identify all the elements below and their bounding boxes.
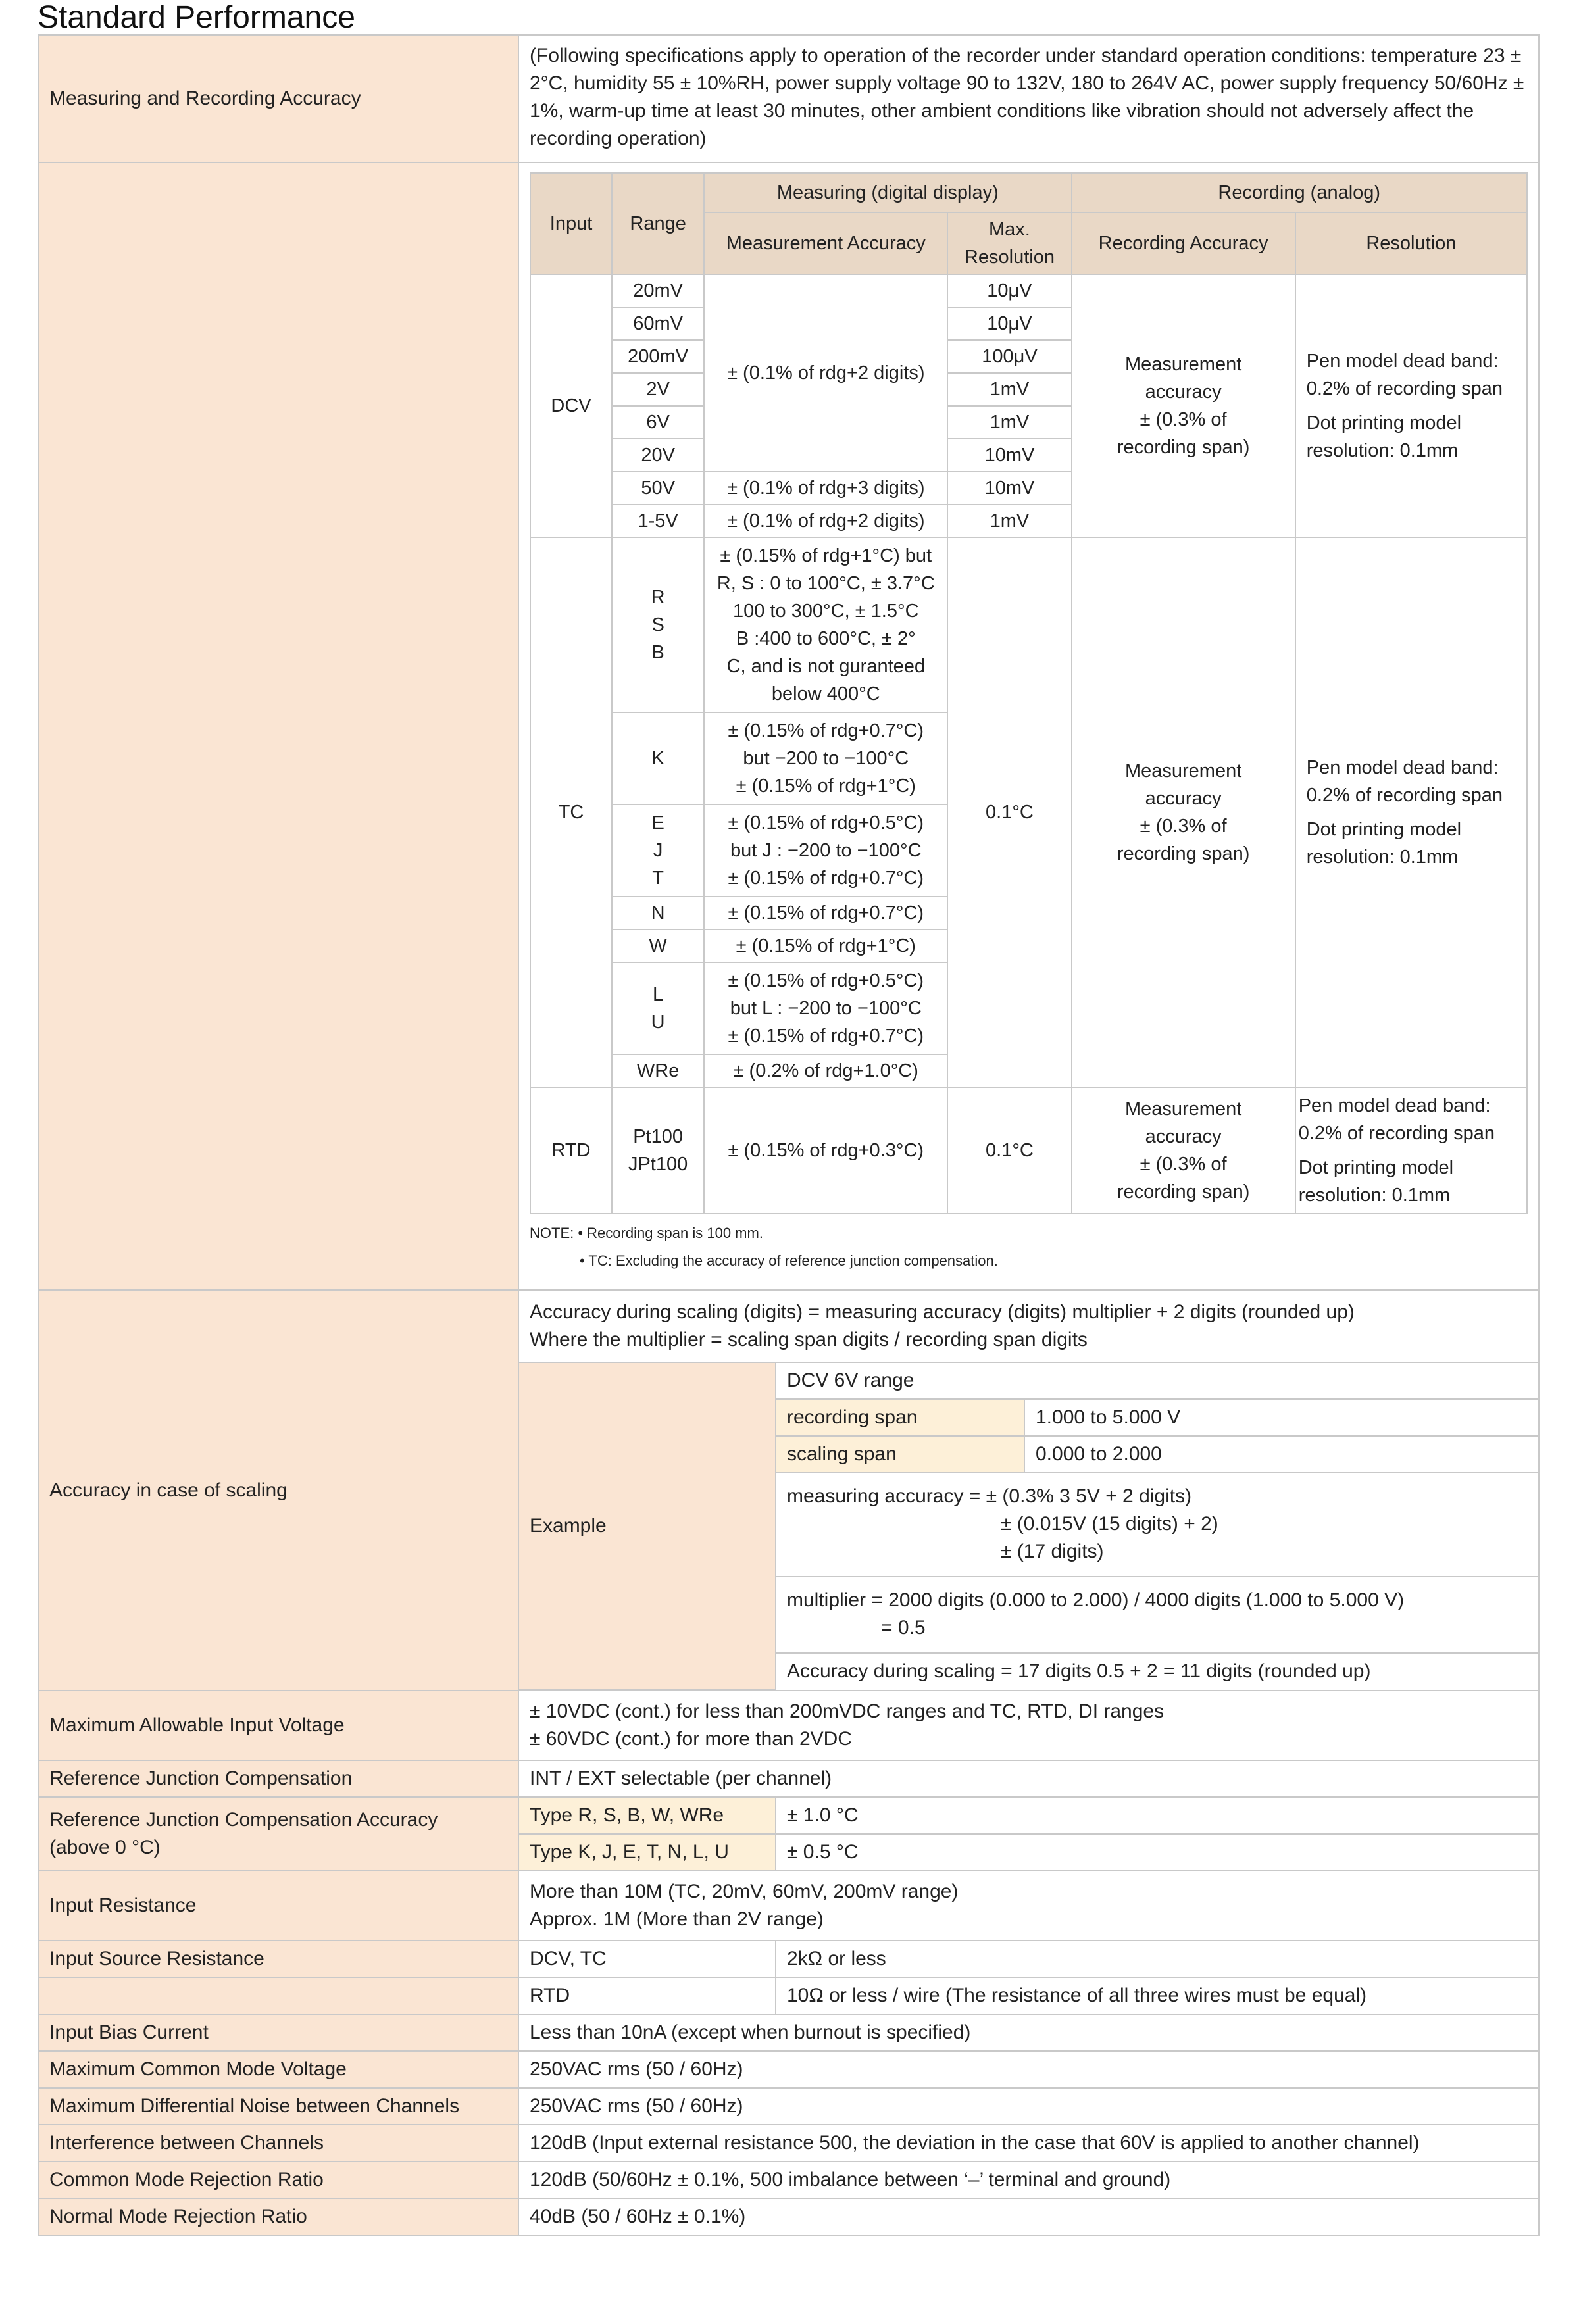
range-cell: 2V <box>612 373 704 406</box>
value-cmrr: 120dB (50/60Hz ± 0.1%, 500 imbalance between ‘–’ terminal and ground) <box>518 2162 1539 2198</box>
range-cell: 1-5V <box>612 505 704 537</box>
page-title: Standard Performance <box>38 0 355 35</box>
row-cmrr <box>38 2162 1539 2198</box>
resolution-cell: 1mV <box>947 406 1071 439</box>
recording-span-value: 1.000 to 5.000 V <box>1024 1399 1538 1436</box>
label-max-input-voltage: Maximum Allowable Input Voltage <box>38 1691 518 1760</box>
range-n: N <box>612 897 704 929</box>
row-rjc-accuracy <box>38 1797 1539 1871</box>
scaling-formula: Accuracy during scaling (digits) = measuring accuracy (digits) multiplier + 2 digits (rounded up) Where the multiplier = scaling span digits / recording span digits <box>519 1291 1538 1362</box>
rtd-resolution: 0.1°C <box>947 1087 1071 1214</box>
scaling-table <box>519 1291 1538 1690</box>
rjc-type-1: Type R, S, B, W, WRe <box>519 1798 776 1834</box>
range-cell: 20V <box>612 439 704 472</box>
dcv-row <box>530 274 1527 307</box>
label-input-resistance: Input Resistance <box>38 1871 518 1941</box>
row-nmrr <box>38 2198 1539 2235</box>
row-rjc <box>38 1760 1539 1797</box>
header-measurement-accuracy: Measurement Accuracy <box>704 212 947 274</box>
label-input-source-resistance: Input Source Resistance <box>38 1941 518 1977</box>
rjc-value-2: ± 0.5 °C <box>776 1834 1538 1870</box>
range-cell: 60mV <box>612 307 704 340</box>
range-rtd: Pt100 JPt100 <box>612 1087 704 1214</box>
header-input: Input <box>530 173 612 274</box>
dcv-recording-accuracy: Measurement accuracy ± (0.3% of recording span) <box>1072 274 1295 537</box>
resolution-cell: 10μV <box>947 307 1071 340</box>
rjc-type-2: Type K, J, E, T, N, L, U <box>519 1834 776 1870</box>
header-max-resolution: Max. Resolution <box>947 212 1071 274</box>
resolution-cell: 1mV <box>947 505 1071 537</box>
range-cell: 6V <box>612 406 704 439</box>
isr-value-1: 2kΩ or less <box>776 1941 1538 1977</box>
input-tc: TC <box>530 537 612 1087</box>
resolution-cell: 10mV <box>947 439 1071 472</box>
recording-span-label: recording span <box>776 1399 1024 1436</box>
label-max-common-mode-voltage: Maximum Common Mode Voltage <box>38 2051 518 2088</box>
label-interference-channels: Interference between Channels <box>38 2125 518 2162</box>
row-accuracy-scaling <box>38 1290 1539 1691</box>
row-input-resistance <box>38 1871 1539 1941</box>
value-interference-channels: 120dB (Input external resistance 500, the deviation in the case that 60V is applied to another channel) <box>518 2125 1539 2162</box>
range-cell: 50V <box>612 472 704 505</box>
row-max-differential-noise <box>38 2088 1539 2125</box>
row-input-source-resistance <box>38 1941 1539 1977</box>
tc-recording-resolution: Pen model dead band: 0.2% of recording span Dot printing model resolution: 0.1mm <box>1295 537 1527 1087</box>
header-recording: Recording (analog) <box>1072 173 1528 212</box>
value-max-input-voltage: ± 10VDC (cont.) for less than 200mVDC ranges and TC, RTD, DI ranges ± 60VDC (cont.) for more than 2VDC <box>518 1691 1539 1760</box>
row-max-common-mode-voltage <box>38 2051 1539 2088</box>
label-empty <box>38 1977 518 2014</box>
accuracy-rtd: ± (0.15% of rdg+0.3°C) <box>704 1087 947 1214</box>
row-max-input-voltage <box>38 1691 1539 1760</box>
row-accuracy-table <box>38 162 1539 1290</box>
label-rjc-accuracy: Reference Junction Compensation Accuracy (above 0 °C) <box>38 1797 518 1871</box>
tc-row <box>530 537 1527 712</box>
scaling-span-label: scaling span <box>776 1436 1024 1473</box>
range-lu: L U <box>612 962 704 1054</box>
label-rjc: Reference Junction Compensation <box>38 1760 518 1797</box>
resolution-cell: 10mV <box>947 472 1071 505</box>
accuracy-table <box>530 172 1528 1214</box>
spec-table <box>38 34 1540 2236</box>
accuracy-w: ± (0.15% of rdg+1°C) <box>704 929 947 962</box>
accuracy-note: NOTE: • Recording span is 100 mm. • TC: Excluding the accuracy of reference junction compensation. <box>530 1225 998 1269</box>
label-measuring-recording-accuracy: Measuring and Recording Accuracy <box>38 35 518 162</box>
row-measuring-recording-accuracy <box>38 35 1539 162</box>
example-result: Accuracy during scaling = 17 digits 0.5 + 2 = 11 digits (rounded up) <box>776 1653 1538 1689</box>
rjc-accuracy-table <box>519 1798 1538 1870</box>
example-label: Example <box>519 1362 776 1689</box>
accuracy-rsb: ± (0.15% of rdg+1°C) but R, S : 0 to 100°C, ± 3.7°C 100 to 300°C, ± 1.5°C B :400 to 600°C, ± 2° C, and is not guranteed below 400°C <box>704 537 947 712</box>
example-measuring-accuracy: measuring accuracy = ± (0.3% 3 5V + 2 digits) ± (0.015V (15 digits) + 2) ± (17 digits) <box>776 1473 1538 1577</box>
example-multiplier: multiplier = 2000 digits (0.000 to 2.000) / 4000 digits (1.000 to 5.000 V) = 0.5 <box>776 1577 1538 1653</box>
accuracy-wre: ± (0.2% of rdg+1.0°C) <box>704 1054 947 1087</box>
input-dcv: DCV <box>530 274 612 537</box>
accuracy-header-row-1 <box>530 173 1527 212</box>
value-input-resistance: More than 10M (TC, 20mV, 60mV, 200mV range) Approx. 1M (More than 2V range) <box>518 1871 1539 1941</box>
dcv-accuracy-1-5v: ± (0.1% of rdg+2 digits) <box>704 505 947 537</box>
isr-type-2: RTD <box>519 1978 776 2014</box>
value-rjc: INT / EXT selectable (per channel) <box>518 1760 1539 1797</box>
tc-recording-accuracy: Measurement accuracy ± (0.3% of recording span) <box>1072 537 1295 1087</box>
rtd-recording-resolution: Pen model dead band: 0.2% of recording span Dot printing model resolution: 0.1mm <box>1295 1087 1527 1214</box>
scaling-span-value: 0.000 to 2.000 <box>1024 1436 1538 1473</box>
label-nmrr: Normal Mode Rejection Ratio <box>38 2198 518 2235</box>
rtd-row <box>530 1087 1527 1214</box>
example-range: DCV 6V range <box>776 1362 1538 1399</box>
range-ejt: E J T <box>612 804 704 897</box>
resolution-cell: 10μV <box>947 274 1071 307</box>
tc-resolution: 0.1°C <box>947 537 1071 1087</box>
accuracy-lu: ± (0.15% of rdg+0.5°C) but L : −200 to −100°C ± (0.15% of rdg+0.7°C) <box>704 962 947 1054</box>
dcv-accuracy-50v: ± (0.1% of rdg+3 digits) <box>704 472 947 505</box>
label-cmrr: Common Mode Rejection Ratio <box>38 2162 518 2198</box>
value-max-common-mode-voltage: 250VAC rms (50 / 60Hz) <box>518 2051 1539 2088</box>
header-measuring: Measuring (digital display) <box>704 173 1071 212</box>
range-w: W <box>612 929 704 962</box>
row-interference-channels <box>38 2125 1539 2162</box>
isr-table-2 <box>519 1978 1538 2014</box>
range-cell: 200mV <box>612 340 704 373</box>
range-k: K <box>612 712 704 804</box>
input-rtd: RTD <box>530 1087 612 1214</box>
label-accuracy-scaling: Accuracy in case of scaling <box>38 1290 518 1691</box>
range-wre: WRe <box>612 1054 704 1087</box>
resolution-cell: 100μV <box>947 340 1071 373</box>
header-resolution: Resolution <box>1295 212 1527 274</box>
value-nmrr: 40dB (50 / 60Hz ± 0.1%) <box>518 2198 1539 2235</box>
row-input-source-resistance-rtd <box>38 1977 1539 2014</box>
value-standard-conditions: (Following specifications apply to operation of the recorder under standard operation conditions: temperature 23 ± 2°C, humidity 55 ± 10%RH, power supply voltage 90 to 132V, 180 to 264V AC, power supply frequency 50/60Hz ± 1%, warm-up time at least 30 minutes, other ambient conditions like vibration should not adversely affect the recording operation) <box>518 35 1539 162</box>
accuracy-ejt: ± (0.15% of rdg+0.5°C) but J : −200 to −100°C ± (0.15% of rdg+0.7°C) <box>704 804 947 897</box>
value-max-differential-noise: 250VAC rms (50 / 60Hz) <box>518 2088 1539 2125</box>
value-input-bias-current: Less than 10nA (except when burnout is specified) <box>518 2014 1539 2051</box>
rtd-recording-accuracy: Measurement accuracy ± (0.3% of recording span) <box>1072 1087 1295 1214</box>
range-cell: 20mV <box>612 274 704 307</box>
label-max-differential-noise: Maximum Differential Noise between Channels <box>38 2088 518 2125</box>
dcv-accuracy: ± (0.1% of rdg+2 digits) <box>704 274 947 472</box>
rjc-value-1: ± 1.0 °C <box>776 1798 1538 1834</box>
range-rsb: R S B <box>612 537 704 712</box>
accuracy-n: ± (0.15% of rdg+0.7°C) <box>704 897 947 929</box>
label-input-bias-current: Input Bias Current <box>38 2014 518 2051</box>
isr-table-1 <box>519 1941 1538 1977</box>
accuracy-k: ± (0.15% of rdg+0.7°C) but −200 to −100°C ± (0.15% of rdg+1°C) <box>704 712 947 804</box>
isr-value-2: 10Ω or less / wire (The resistance of all three wires must be equal) <box>776 1978 1538 2014</box>
isr-type-1: DCV, TC <box>519 1941 776 1977</box>
resolution-cell: 1mV <box>947 373 1071 406</box>
header-range: Range <box>612 173 704 274</box>
header-recording-accuracy: Recording Accuracy <box>1072 212 1295 274</box>
dcv-recording-resolution: Pen model dead band: 0.2% of recording span Dot printing model resolution: 0.1mm <box>1295 274 1527 537</box>
row-input-bias-current <box>38 2014 1539 2051</box>
label-accuracy-table-empty <box>38 162 518 1290</box>
